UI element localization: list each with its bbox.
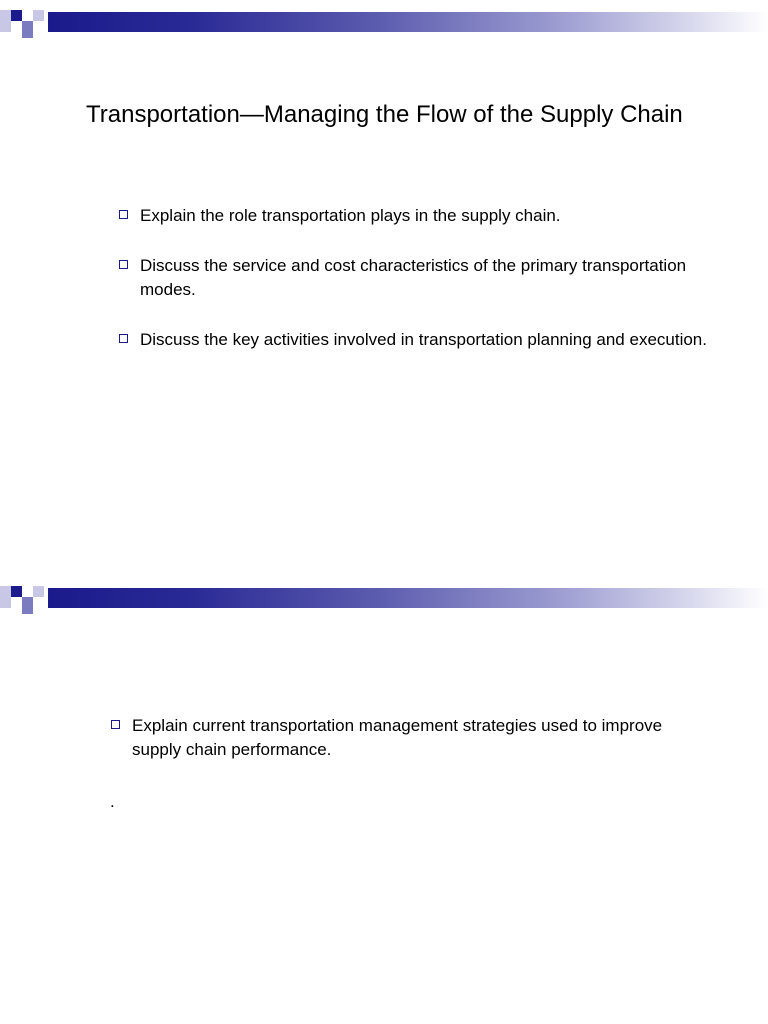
decor-square [22, 21, 33, 32]
list-item [118, 328, 718, 352]
slide-2 [0, 576, 768, 1024]
decor-square [22, 608, 33, 614]
decor-square [33, 10, 44, 21]
bullet-list-2 [110, 714, 710, 788]
list-item [110, 714, 710, 762]
decor-square [0, 586, 11, 597]
slide-title: Transportation—Managing the Flow of the Supply Chain [86, 101, 683, 128]
list-item [118, 254, 718, 302]
decor-square [22, 597, 33, 608]
bullet-text: Discuss the service and cost characteristics of the primary transportation modes. [140, 256, 687, 299]
square-bullet-icon [119, 210, 128, 219]
decor-square [0, 21, 11, 32]
bullet-list [118, 204, 718, 378]
trailing-mark: . [110, 792, 115, 811]
list-item [118, 204, 718, 228]
bullet-text: Explain current transportation management strategies used to improve supply chain performance. [132, 716, 663, 759]
header-band [0, 586, 768, 610]
header-band [0, 10, 768, 34]
decor-square [11, 10, 22, 21]
square-bullet-icon [119, 260, 128, 269]
decor-square [0, 10, 11, 21]
decor-square [33, 586, 44, 597]
bullet-text: Discuss the key activities involved in transportation planning and execution. [140, 330, 707, 349]
header-gradient-bar [48, 12, 768, 32]
decor-square [22, 32, 33, 38]
decor-square [0, 597, 11, 608]
square-bullet-icon [111, 720, 120, 729]
header-gradient-bar [48, 588, 768, 608]
bullet-text: Explain the role transportation plays in the supply chain. [140, 206, 561, 225]
decor-square [11, 586, 22, 597]
square-bullet-icon [119, 334, 128, 343]
